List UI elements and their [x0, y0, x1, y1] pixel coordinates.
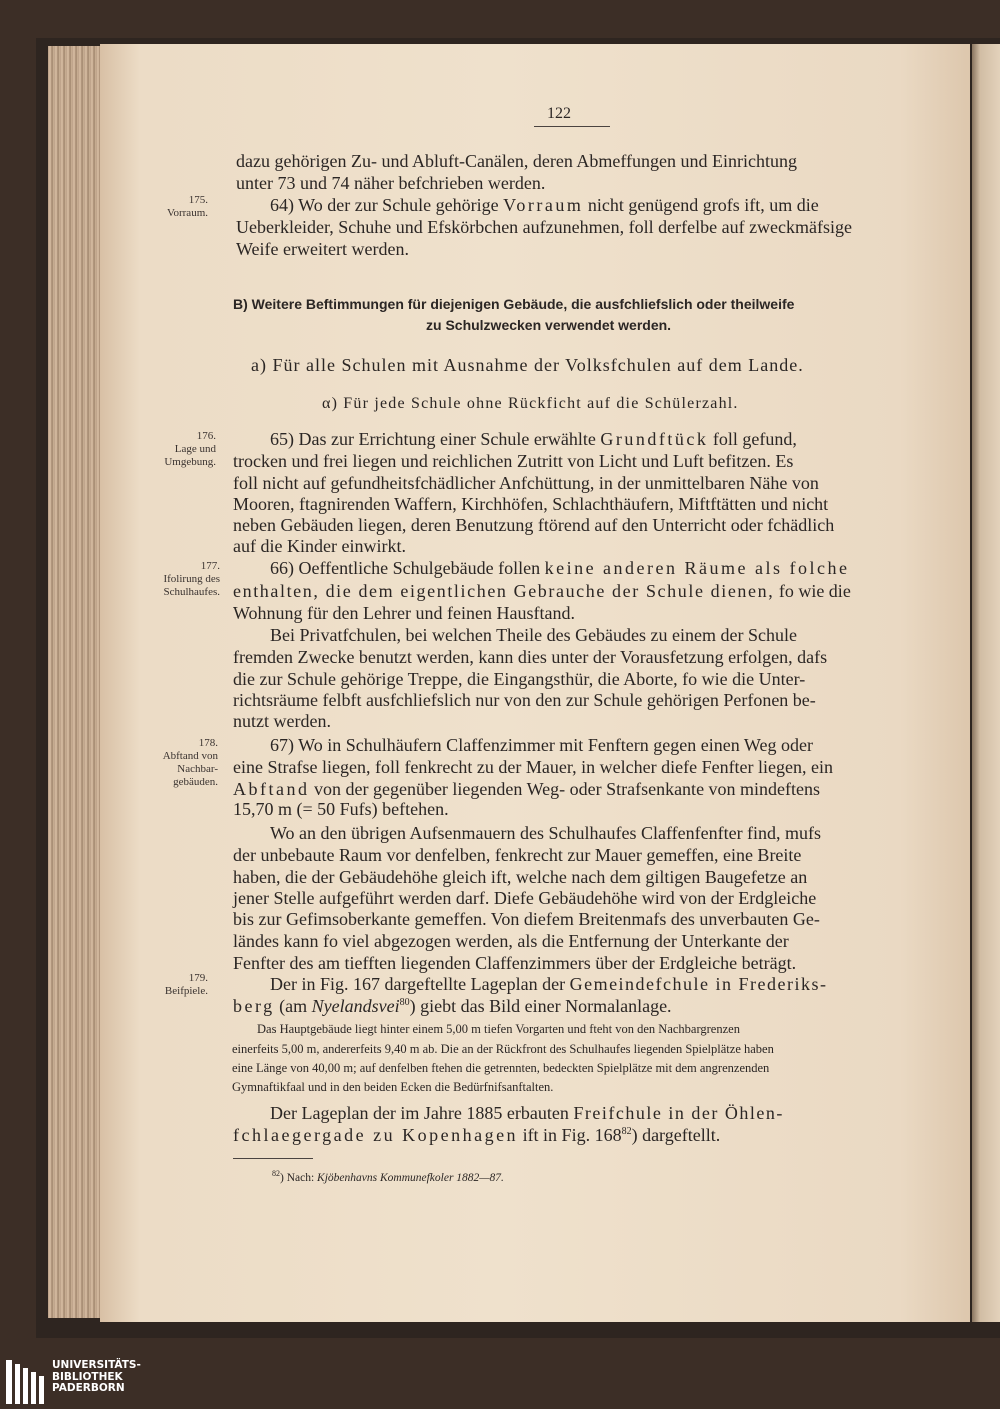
text-line: 67) Wo in Schulhäufern Claffenzimmer mit Fenftern gegen einen Weg oder [270, 735, 813, 755]
text-line: dazu gehörigen Zu- und Abluft-Canälen, deren Abmeffungen und Einrichtung [236, 151, 798, 171]
page-edges [48, 46, 108, 1318]
section-heading: B) Weitere Beftimmungen für diejenigen Gebäude, die ausfchliefslich oder theilweife [233, 296, 795, 312]
text-line: enthalten, die dem eigentlichen Gebrauche der Schule dienen, fo wie die [233, 581, 851, 601]
text-line: auf die Kinder einwirkt. [233, 536, 406, 556]
library-logo-icon [6, 1360, 48, 1404]
facing-page-edge [972, 44, 1000, 1322]
subsection-alpha: α) Für jede Schule ohne Rückficht auf die Schülerzahl. [322, 395, 739, 412]
text-line: berg (am Nyelandsvei$^{80}$) giebt das Bild einer Normalanlage. [233, 996, 672, 1016]
text-line: Der in Fig. 167 dargeftellte Lageplan der Gemeindefchule in Frederiks- [270, 974, 828, 994]
text-line: foll nicht auf gefundheitsfchädlicher Anfchüttung, in der unmittelbaren Nähe von [233, 473, 819, 493]
text-line: 15,70 m (= 50 Fufs) beftehen. [233, 799, 449, 819]
margin-note-179: 179. Beifpiele. [164, 972, 208, 997]
text-line: jener Stelle aufgeführt werden darf. Diefe Gebäudehöhe wird von der Erdgleiche [233, 888, 817, 908]
margin-note-176: 176. Lage und Umgebung. [164, 430, 216, 468]
text-line: richtsräume felbft ausfchliefslich nur von den zur Schule gehörigen Perfonen be- [233, 690, 816, 710]
text-line: bis zur Gefimsoberkante gemeffen. Von diefem Breitenmafs des unverbauten Ge- [233, 909, 820, 929]
text-line: trocken und frei liegen und reichlichen Zutritt von Licht und Luft befitzen. Es [233, 451, 794, 471]
footnote-rule [233, 1158, 313, 1159]
margin-note-177: 177. Ifolirung des Schulhaufes. [163, 560, 220, 598]
text-line: Der Lageplan der im Jahre 1885 erbauten Freifchule in der Öhlen- [270, 1103, 784, 1123]
footnote: $^{82}$) Nach: Kjöbenhavns Kommunefkoler 1882—87. [272, 1169, 504, 1184]
text-line: Fenfter des am tiefften liegenden Claffenzimmers über der Erdgleiche beträgt. [233, 953, 797, 973]
text-line: ländes kann fo viel abgezogen werden, als die Entfernung der Unterkante der [233, 931, 789, 951]
text-line: der unbebaute Raum vor denfelben, fenkrecht zur Mauer gemeffen, eine Breite [233, 845, 802, 865]
text-line: Mooren, ftagnirenden Waffern, Kirchhöfen, Schlachthäufern, Miftftätten und nicht [233, 494, 829, 514]
text-line: die zur Schule gehörige Treppe, die Eingangsthür, die Aborte, fo wie die Unter- [233, 669, 806, 689]
note-line: eine Länge von 40,00 m; auf denfelben ftehen die getrennten, bedeckten Spielplätze mit dem angrenzenden [232, 1061, 770, 1075]
text-line: Wohnung für den Lehrer und feinen Hausftand. [233, 603, 575, 623]
text-line: eine Strafse liegen, foll fenkrecht zu der Mauer, in welcher diefe Fenfter liegen, ein [233, 757, 834, 777]
text-line: 64) Wo der zur Schule gehörige Vorraum nicht genügend grofs ift, um die [270, 195, 819, 215]
margin-note-178: 178. Abftand von Nachbar- gebäuden. [162, 737, 218, 788]
note-line: einerfeits 5,00 m, andererfeits 9,40 m ab. Die an der Rückfront des Schulhaufes liegenden Spielplätze haben [232, 1042, 774, 1056]
text-line: Wo an den übrigen Aufsenmauern des Schulhaufes Claffenfenfter find, mufs [270, 823, 822, 843]
library-logo-text: UNIVERSITÄTS- BIBLIOTHEK PADERBORN [52, 1359, 141, 1394]
text-line: Weife erweitert werden. [236, 239, 409, 259]
text-line: Abftand von der gegenüber liegenden Weg- oder Strafsenkante von mindeftens [233, 779, 821, 799]
text-line: Bei Privatfchulen, bei welchen Theile des Gebäudes zu einem der Schule [270, 625, 797, 645]
subsection-a: a) Für alle Schulen mit Ausnahme der Volksfchulen auf dem Lande. [251, 355, 804, 375]
note-line: Das Hauptgebäude liegt hinter einem 5,00 m tiefen Vorgarten und fteht von den Nachbargrenzen [257, 1022, 740, 1036]
text-line: unter 73 und 74 näher befchrieben werden. [236, 173, 546, 193]
note-line: Gymnaftikfaal und in den beiden Ecken die Bedürfnifsanftalten. [232, 1080, 554, 1094]
text-line: 66) Oeffentliche Schulgebäude follen keine anderen Räume als folche [270, 558, 850, 578]
text-line: haben, die der Gebäudehöhe gleich ift, welche nach dem giltigen Baugefetze an [233, 867, 808, 887]
text-line: 65) Das zur Errichtung einer Schule erwählte Grundftück foll gefund, [270, 429, 797, 449]
text-line: nutzt werden. [233, 711, 331, 731]
text-line: fchlaegergade zu Kopenhagen ift in Fig. $168^{82}$) dargeftellt. [233, 1125, 721, 1145]
text-line: neben Gebäuden liegen, deren Benutzung ftörend auf den Unterricht oder fchädlich [233, 515, 835, 535]
text-line: Ueberkleider, Schuhe und Efskörbchen aufzunehmen, foll derfelbe auf zweckmäfsige [236, 217, 853, 237]
page-number: 122 [547, 105, 571, 122]
text-line: fremden Zwecke benutzt werden, kann dies unter der Vorausfetzung erfolgen, dafs [233, 647, 828, 667]
section-heading-line2: zu Schulzwecken verwendet werden. [426, 317, 672, 333]
margin-note-175: 175. Vorraum. [166, 194, 208, 219]
page-number-rule [534, 126, 610, 127]
